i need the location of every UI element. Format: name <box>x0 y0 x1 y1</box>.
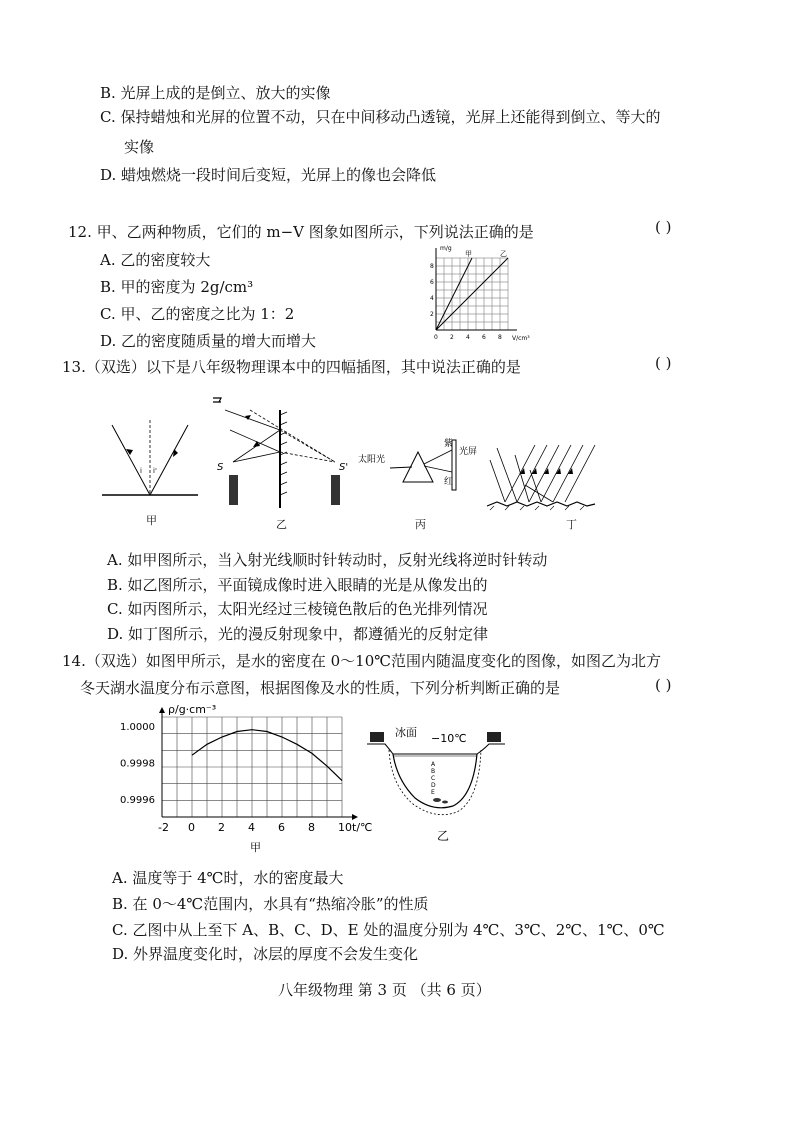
q13-fig-bing-caption: 丙 <box>415 518 426 531</box>
q13-option-d: D. 如丁图所示，光的漫反射现象中，都遵循光的反射定律 <box>107 625 489 643</box>
q14-option-d: D. 外界温度变化时，冰层的厚度不会发生变化 <box>112 945 419 963</box>
q12-option-b: B. 甲的密度为 2g/cm³ <box>100 278 254 296</box>
q14-option-c: C. 乙图中从上至下 A、B、C、D、E 处的温度分别为 4℃、3℃、2℃、1℃、0℃ <box>112 921 665 939</box>
q12-ytick: 6 <box>430 279 434 286</box>
q12-line-yi <box>436 258 508 330</box>
svg-text:乙: 乙 <box>437 829 450 843</box>
svg-text:E: E <box>431 789 435 796</box>
q13-answer-bracket: ( ) <box>655 354 672 372</box>
density-chart-ylabel: ρ/g·cm⁻³ <box>168 703 217 716</box>
x-tick-label: 0 <box>188 821 195 834</box>
q12-ytick: 4 <box>430 295 434 302</box>
q12-xlabel: V/cm³ <box>512 335 530 342</box>
q12-ylabel: m/g <box>440 245 452 252</box>
q12-xtick: 2 <box>450 334 454 341</box>
svg-text:B: B <box>431 768 436 775</box>
density-chart-caption: 甲 <box>250 841 261 854</box>
svg-text:i': i' <box>153 467 157 475</box>
q12-line-jia <box>436 258 472 330</box>
q14-answer-bracket: ( ) <box>655 676 672 694</box>
q13-fig-yi <box>205 390 355 510</box>
q12-stem: 12. 甲、乙两种物质，它们的 m−V 图象如图所示，下列说法正确的是 <box>68 223 534 241</box>
q12-xtick: 6 <box>482 334 486 341</box>
q12-xtick: 4 <box>466 334 470 341</box>
svg-text:A: A <box>431 761 436 768</box>
q13-stem: 13.（双选）以下是八年级物理课本中的四幅插图，其中说法正确的是 <box>62 358 521 376</box>
q12-ytick: 2 <box>430 311 434 318</box>
q12-option-a: A. 乙的密度较大 <box>100 251 211 269</box>
svg-text:D: D <box>431 782 436 789</box>
q12-ytick: 8 <box>430 263 434 270</box>
q13-fig-ding-caption: 丁 <box>566 518 577 531</box>
x-tick-label: 8 <box>308 821 315 834</box>
q14-density-chart <box>120 705 390 855</box>
q14-lake-diagram <box>365 720 515 845</box>
density-chart-xlabel: t/℃ <box>352 821 373 834</box>
x-tick-label: 10 <box>338 821 352 834</box>
q12-xtick: 8 <box>498 334 502 341</box>
svg-text:S: S <box>217 462 224 473</box>
q12-answer-bracket: ( ) <box>655 218 672 236</box>
x-tick-label: 4 <box>248 821 255 834</box>
q13-option-a: A. 如甲图所示，当入射光线顺时针转动时，反射光线将逆时针转动 <box>107 551 548 569</box>
q13-fig-ding <box>485 440 605 515</box>
y-tick-label: 0.9996 <box>120 794 155 806</box>
q11-option-c: C. 保持蜡烛和光屏的位置不动，只在中间移动凸透镜，光屏上还能得到倒立、等大的 <box>100 108 661 126</box>
q12-mv-graph <box>422 244 532 344</box>
svg-text:光屏: 光屏 <box>459 447 478 457</box>
q12-option-c: C. 甲、乙的密度之比为 1：2 <box>100 305 295 323</box>
q12-line-yi-label: 乙 <box>500 250 507 258</box>
svg-text:S': S' <box>339 462 349 473</box>
x-tick-label: -2 <box>158 821 169 834</box>
q13-option-c: C. 如丙图所示，太阳光经过三棱镜色散后的色光排列情况 <box>107 600 488 618</box>
q11-option-d: D. 蜡烛燃烧一段时间后变短，光屏上的像也会降低 <box>100 166 437 184</box>
svg-text:冰面: 冰面 <box>395 726 417 739</box>
q11-option-c-cont: 实像 <box>124 138 155 156</box>
svg-text:−10℃: −10℃ <box>431 732 467 745</box>
svg-text:太阳光: 太阳光 <box>358 455 386 465</box>
q14-stem-line2: 冬天湖水温度分布示意图，根据图像及水的性质，下列分析判断正确的是 <box>80 679 561 697</box>
q12-xtick: 0 <box>434 334 438 341</box>
q11-option-b: B. 光屏上成的是倒立、放大的实像 <box>100 84 331 102</box>
svg-text:紫: 紫 <box>444 439 454 449</box>
x-tick-label: 2 <box>218 821 225 834</box>
y-tick-label: 1.0000 <box>120 722 155 734</box>
svg-text:i: i <box>140 467 142 475</box>
page-footer: 八年级物理 第 3 页 （共 6 页） <box>278 981 491 999</box>
q14-stem-line1: 14.（双选）如图甲所示，是水的密度在 0～10℃范围内随温度变化的图像，如图乙为北方 <box>62 652 662 670</box>
q14-option-a: A. 温度等于 4℃时，水的密度最大 <box>112 869 344 887</box>
svg-text:红: 红 <box>444 477 454 487</box>
svg-text:C: C <box>431 775 436 782</box>
q13-fig-jia <box>100 415 200 505</box>
q13-option-b: B. 如乙图所示，平面镜成像时进入眼睛的光是从像发出的 <box>107 576 488 594</box>
q13-fig-yi-caption: 乙 <box>276 518 287 531</box>
x-tick-label: 6 <box>278 821 285 834</box>
q13-fig-bing <box>358 432 478 512</box>
q12-line-jia-label: 甲 <box>465 250 472 258</box>
q14-option-b: B. 在 0～4℃范围内，水具有“热缩冷胀”的性质 <box>112 895 429 913</box>
q12-option-d: D. 乙的密度随质量的增大而增大 <box>100 332 317 350</box>
q13-fig-jia-caption: 甲 <box>146 514 157 527</box>
y-tick-label: 0.9998 <box>120 758 155 770</box>
